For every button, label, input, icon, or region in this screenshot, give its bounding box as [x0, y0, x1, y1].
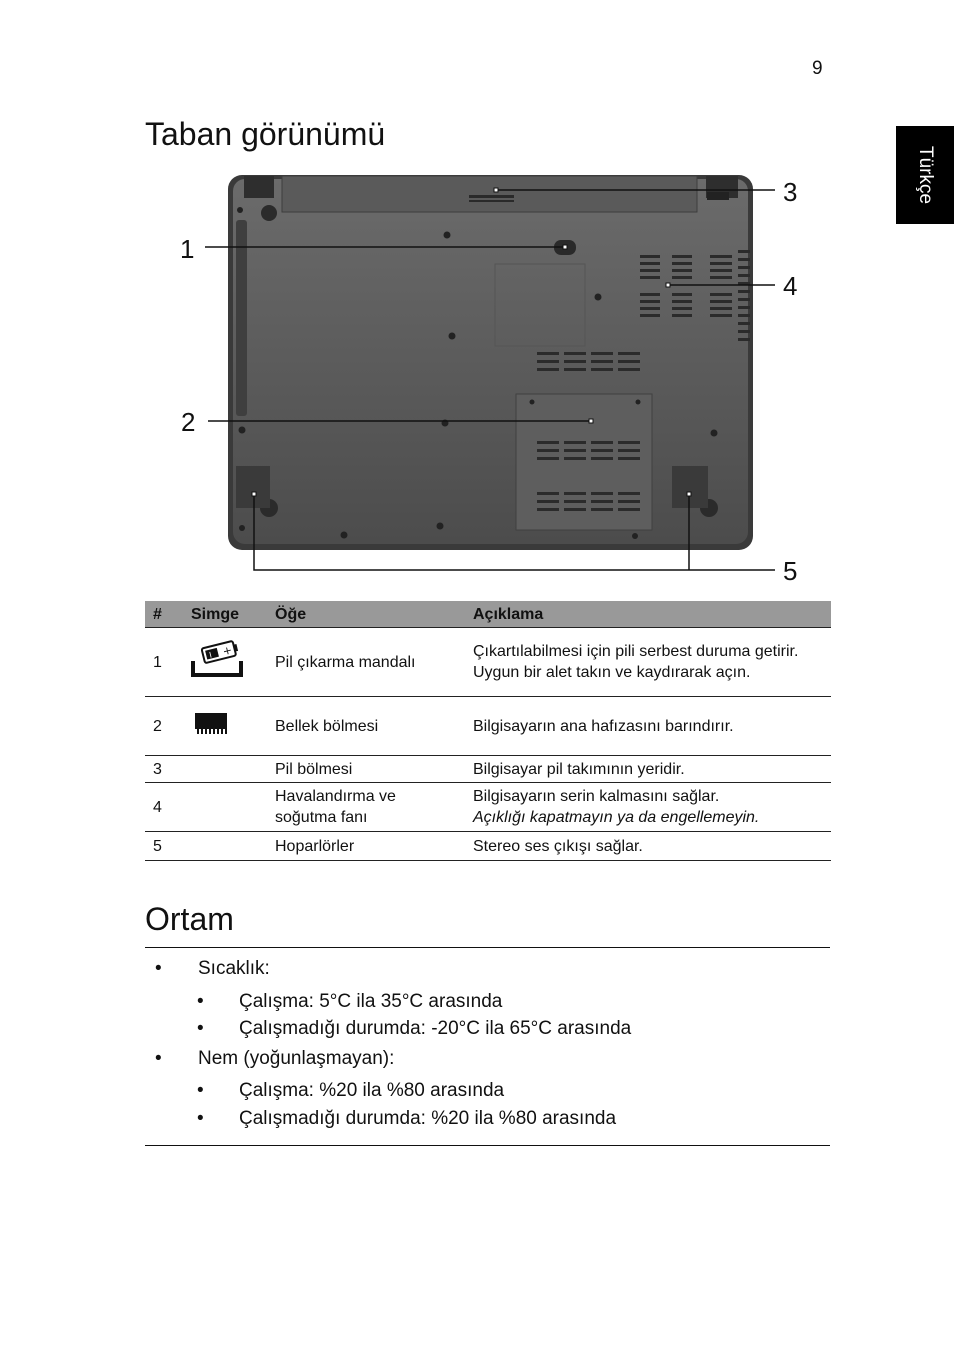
- humidity-label: Nem (yoğunlaşmayan):: [198, 1048, 395, 1069]
- row-description: [465, 628, 831, 697]
- row-description-text: Bilgisayarın ana hafızasını barındırır.: [473, 717, 734, 735]
- row-item: Pil bölmesi: [267, 756, 465, 783]
- language-tab-label: Türkçe: [915, 145, 937, 205]
- table-header-description: Açıklama: [465, 601, 831, 628]
- components-table: [145, 601, 831, 861]
- bullet: •: [155, 958, 162, 979]
- table-header-icon: Simge: [183, 601, 267, 628]
- row-description: [465, 697, 831, 756]
- row-description-warning: Açıklığı kapatmayın ya da engellemeyin.: [473, 809, 760, 826]
- page-number: 9: [812, 58, 823, 79]
- battery-release-icon: [191, 639, 243, 679]
- section-top-rule: [145, 947, 830, 948]
- table-row: [145, 697, 831, 756]
- row-number: 5: [145, 832, 183, 861]
- row-item: Bellek bölmesi: [267, 697, 465, 756]
- row-icon-cell: [183, 697, 267, 756]
- row-icon-cell: [183, 628, 267, 697]
- memory-icon: [191, 709, 231, 737]
- section-title-bottom-view: Taban görünümü: [145, 116, 386, 152]
- table-header-row: [145, 601, 831, 628]
- row-icon-cell: [183, 832, 267, 861]
- row-number: 4: [145, 783, 183, 832]
- table-row: [145, 832, 831, 861]
- row-description-text: Bilgisayar pil takımının yeridir.: [473, 760, 685, 778]
- temperature-non-operating: Çalışmadığı durumda: -20°C ila 65°C arasında: [239, 1018, 632, 1039]
- bullet: •: [197, 1018, 204, 1039]
- row-description: [465, 783, 831, 832]
- svg-text:+: +: [221, 643, 234, 659]
- row-number: 1: [145, 628, 183, 697]
- row-description-text: Çıkartılabilmesi için pili serbest duruma getirir. Uygun bir alet takın ve kaydırarak açın.: [473, 643, 799, 681]
- bullet: •: [197, 1108, 204, 1129]
- bullet: •: [155, 1048, 162, 1069]
- row-description-text: Bilgisayarın serin kalmasını sağlar.: [473, 788, 720, 805]
- svg-text:I: I: [208, 650, 213, 660]
- callout-1: 1: [180, 234, 195, 264]
- section-title-environment: Ortam: [145, 901, 234, 937]
- callout-3: 3: [783, 177, 798, 207]
- table-row: [145, 628, 831, 697]
- row-number: 3: [145, 756, 183, 783]
- callout-2: 2: [181, 407, 196, 437]
- bullet: •: [197, 991, 204, 1012]
- section-bottom-rule: [145, 1145, 830, 1146]
- callout-4: 4: [783, 271, 798, 301]
- table-row: [145, 756, 831, 783]
- temperature-operating: Çalışma: 5°C ila 35°C arasında: [239, 991, 503, 1012]
- table-header-num: #: [145, 601, 183, 628]
- row-item: Havalandırma ve soğutma fanı: [267, 783, 465, 832]
- row-description-text: Stereo ses çıkışı sağlar.: [473, 837, 643, 855]
- bullet: •: [197, 1080, 204, 1101]
- language-tab: [896, 126, 954, 224]
- callout-5: 5: [783, 556, 798, 586]
- temperature-label: Sıcaklık:: [198, 958, 270, 979]
- table-row: [145, 783, 831, 832]
- row-item: Pil çıkarma mandalı: [267, 628, 465, 697]
- table-header-item: Öğe: [267, 601, 465, 628]
- humidity-operating: Çalışma: %20 ila %80 arasında: [239, 1080, 505, 1101]
- row-icon-cell: [183, 783, 267, 832]
- row-icon-cell: [183, 756, 267, 783]
- humidity-non-operating: Çalışmadığı durumda: %20 ila %80 arasında: [239, 1108, 617, 1129]
- row-description: [465, 756, 831, 783]
- laptop-bottom-view-diagram: [170, 168, 810, 588]
- row-item: Hoparlörler: [267, 832, 465, 861]
- row-description: [465, 832, 831, 861]
- row-number: 2: [145, 697, 183, 756]
